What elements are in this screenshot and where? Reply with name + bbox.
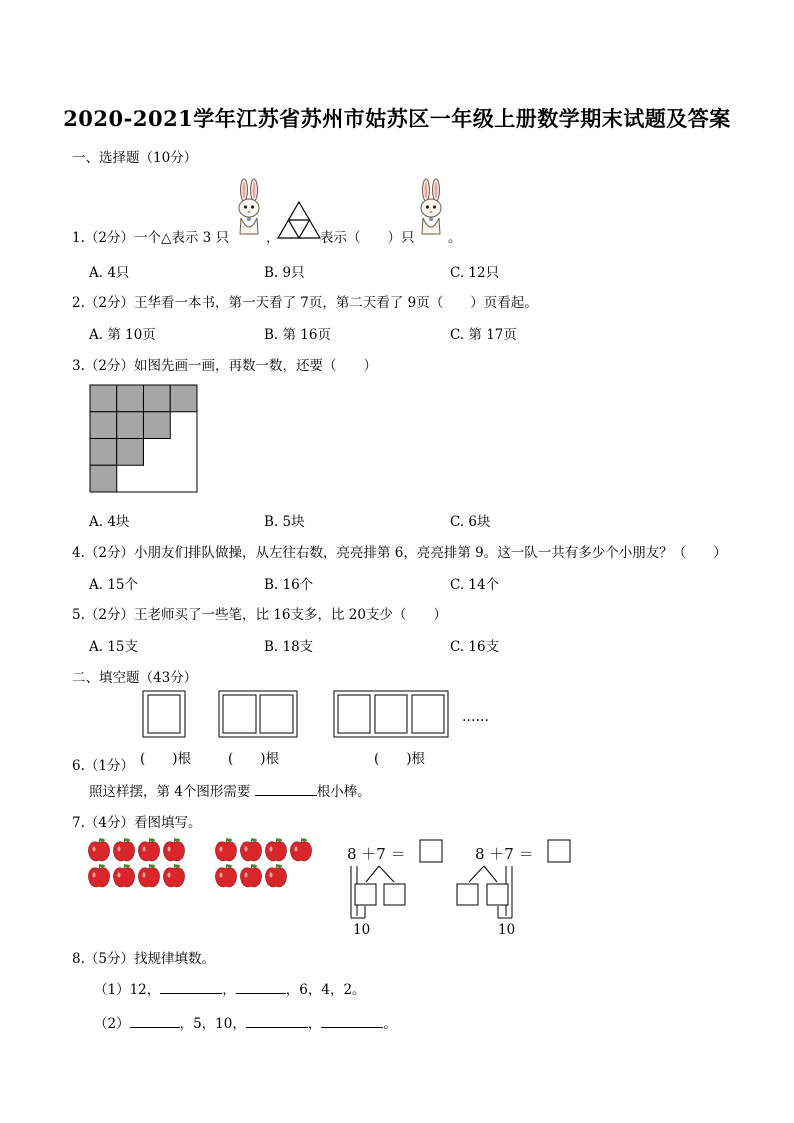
option-c: C. 第 17页: [450, 327, 517, 343]
option-b: B. 16个: [264, 577, 314, 593]
answer-blank[interactable]: [255, 783, 317, 796]
apple-icon: [215, 864, 236, 887]
question-6-line2: [89, 780, 371, 800]
apple-icon: [113, 838, 134, 861]
page-title: 2020-2021学年江苏省苏州市姑苏区一年级上册数学期末试题及答案: [63, 106, 731, 131]
line2-end: 。: [383, 1016, 397, 1032]
apple-icon: [113, 864, 134, 887]
equation-1: 8 ＋7 ＝: [347, 845, 406, 863]
option-b: B. 18支: [264, 639, 314, 655]
question-1-end: 。: [448, 230, 462, 246]
apple-icon: [88, 838, 109, 861]
option-b: B. 9只: [264, 265, 305, 281]
apple-icon: [265, 864, 286, 887]
answer-blank[interactable]: [321, 1015, 383, 1028]
apple-group: [88, 835, 318, 890]
figure-2-label: ( )根: [228, 751, 280, 767]
square-grid-figure: [90, 385, 198, 493]
figure-1-label: ( )根: [140, 751, 192, 767]
question-8-text: 8.（5分）找规律填数。: [72, 951, 215, 967]
question-5-text: 5.（2分）王老师买了一些笔，比 16支多，比 20支少（ ）: [72, 607, 447, 623]
apple-icon: [240, 864, 261, 887]
line2-mid: ，5，10，: [179, 1016, 246, 1032]
apple-icon: [88, 864, 109, 887]
apple-icon: [138, 838, 159, 861]
question-7-text: 7.（4分）看图填写。: [72, 815, 202, 831]
decomposition-tree-1: [340, 860, 420, 920]
stick-square-figure-2: [218, 690, 298, 738]
ellipsis: ……: [462, 709, 489, 725]
section-fill-heading: 二、填空题（43分）: [72, 670, 198, 686]
question-6-number: 6.（1分）: [72, 758, 134, 774]
option-a: A. 4只: [89, 265, 130, 281]
option-b: B. 5块: [264, 514, 305, 530]
section-choice-heading: 一、选择题（10分）: [72, 150, 198, 166]
stick-square-figure-3: [333, 690, 449, 738]
apple-icon: [215, 838, 236, 861]
apple-icon: [163, 838, 184, 861]
rabbit-icon: [415, 178, 447, 236]
option-a: A. 4块: [89, 514, 130, 530]
question-4-text: 4.（2分）小朋友们排队做操，从左往右数，亮亮排第 6，亮亮排第 9。这一队一共有多少个小朋友？（ ）: [72, 545, 727, 561]
question-3-text: 3.（2分）如图先画一画，再数一数，还要（ ）: [72, 358, 377, 374]
figure-3-label: ( )根: [374, 751, 426, 767]
line2-start: （2）: [94, 1016, 130, 1032]
question-8-line2: [94, 1012, 397, 1032]
question-2-text: 2.（2分）王华看一本书，第一天看了 7页，第二天看了 9页（ ）页看起。: [72, 295, 538, 311]
option-c: C. 14个: [450, 577, 500, 593]
question-1-mid: 表示（ ）只: [320, 230, 415, 246]
option-c: C. 16支: [450, 639, 500, 655]
apple-icon: [290, 838, 311, 861]
question-1-comma: ，: [266, 230, 280, 246]
apple-icon: [163, 864, 184, 887]
question-6-line2-end: 根小棒。: [316, 784, 371, 800]
answer-box[interactable]: [547, 839, 571, 863]
ten-label-2: 10: [498, 922, 516, 938]
option-a: A. 第 10页: [89, 327, 156, 343]
question-6-line2-start: 照这样摆，第 4个图形需要: [89, 784, 251, 800]
answer-blank[interactable]: [160, 981, 222, 994]
rabbit-icon: [233, 178, 265, 236]
option-a: A. 15个: [89, 577, 139, 593]
option-a: A. 15支: [89, 639, 139, 655]
answer-blank[interactable]: [236, 981, 286, 994]
answer-blank[interactable]: [246, 1015, 308, 1028]
equation-2: 8 ＋7 ＝: [475, 845, 534, 863]
line1-start: （1）12，: [94, 982, 161, 998]
answer-box[interactable]: [419, 839, 443, 863]
ten-label-1: 10: [353, 922, 371, 938]
option-c: C. 12只: [450, 265, 500, 281]
line2-sep: ，: [307, 1016, 322, 1032]
decomposition-tree-2: [450, 860, 530, 920]
question-8-line1: [94, 978, 366, 998]
answer-blank[interactable]: [130, 1015, 180, 1028]
stick-square-figure-1: [142, 690, 186, 738]
option-b: B. 第 16页: [264, 327, 331, 343]
triangle-figure: [276, 200, 322, 240]
question-1-prefix: 1.（2分）一个△表示 3 只: [72, 230, 230, 246]
line1-end: ，6，4，2。: [285, 982, 366, 998]
apple-icon: [265, 838, 286, 861]
apple-icon: [138, 864, 159, 887]
line1-sep: ，: [222, 982, 236, 998]
option-c: C. 6块: [450, 514, 491, 530]
apple-icon: [240, 838, 261, 861]
